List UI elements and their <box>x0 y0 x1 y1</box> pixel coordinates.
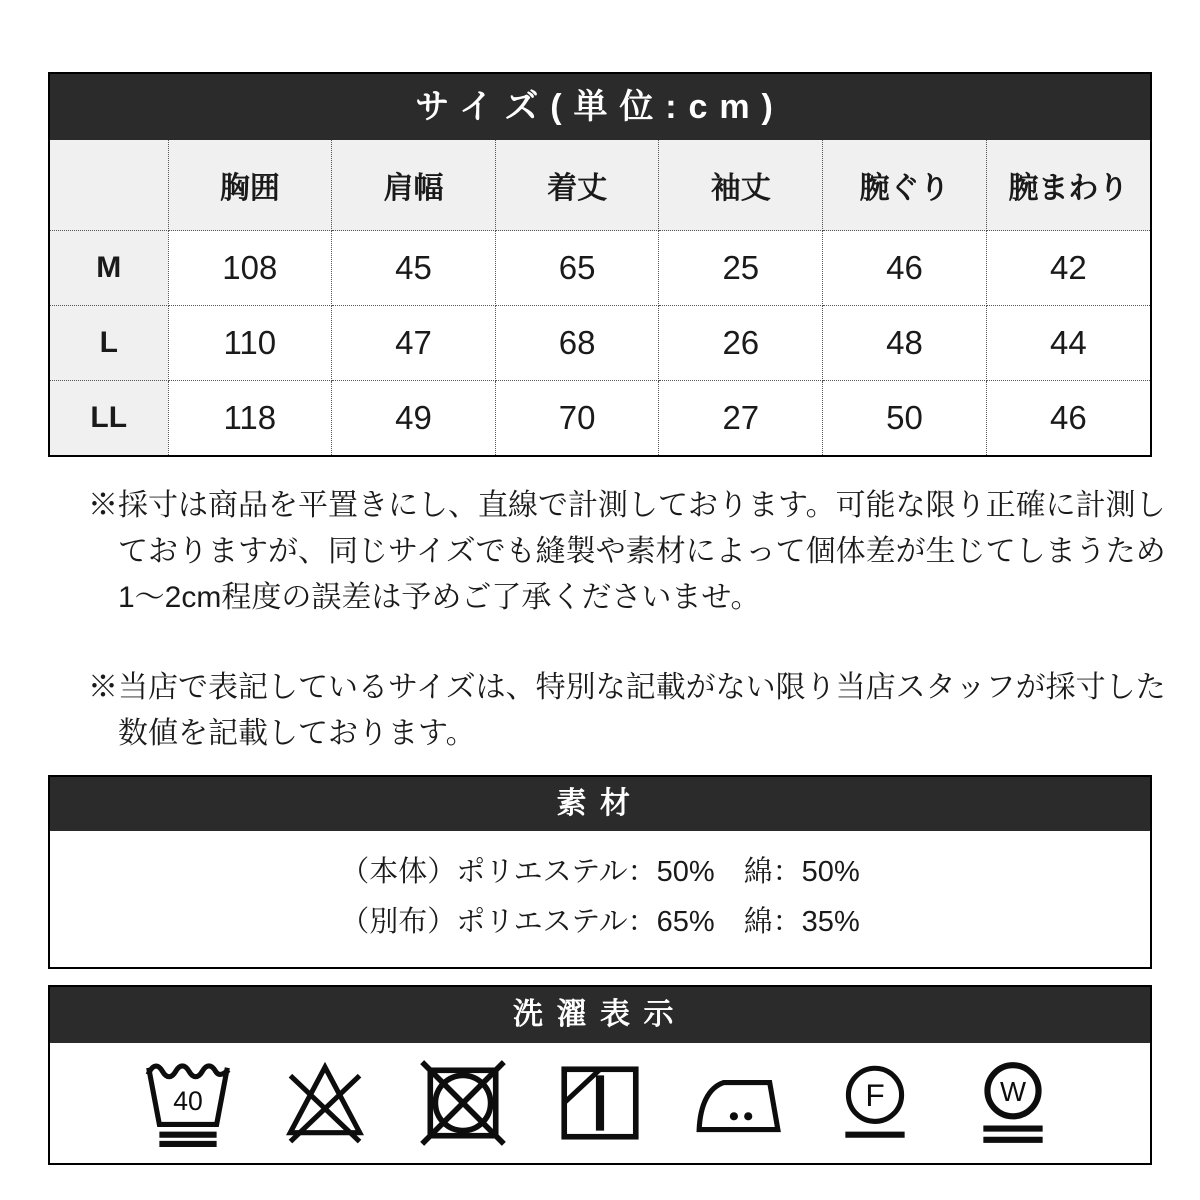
size-row-ll <box>50 381 1150 456</box>
do-not-bleach-icon <box>279 1057 371 1149</box>
laundry-care-title: 洗濯表示 <box>50 987 1150 1043</box>
size-table-header-row <box>50 140 1150 231</box>
svg-text:F: F <box>865 1077 885 1114</box>
svg-text:W: W <box>999 1075 1026 1107</box>
table-cell: 45 <box>332 231 496 306</box>
material-main-fabric: （本体）ポリエステル：50% 綿：50% <box>340 856 860 888</box>
column-header-armhole: 腕ぐり <box>823 140 987 231</box>
note-staff-measured <box>50 665 1166 757</box>
size-label-ll: LL <box>50 381 168 456</box>
wash-40-very-gentle-icon <box>142 1057 234 1149</box>
size-chart-title: サイズ(単位:cm) <box>50 74 1150 140</box>
size-table-corner-cell <box>50 140 168 231</box>
note-text: 数値を記載しております。 <box>118 717 476 750</box>
size-chart-section <box>48 72 1152 457</box>
table-cell: 108 <box>168 231 332 306</box>
material-section <box>48 775 1152 969</box>
material-title: 素材 <box>50 777 1150 831</box>
size-row-l <box>50 306 1150 381</box>
note-measurement-accuracy <box>50 483 1166 621</box>
table-cell: 70 <box>495 381 659 456</box>
size-table <box>50 140 1150 455</box>
table-cell: 50 <box>823 381 987 456</box>
note-text: ※当店で表記しているサイズは、特別な記載がない限り当店スタッフが採寸した <box>88 671 1166 704</box>
size-label-m: M <box>50 231 168 306</box>
table-cell: 46 <box>823 231 987 306</box>
table-cell: 49 <box>332 381 496 456</box>
hang-dry-in-shade-icon <box>554 1057 646 1149</box>
table-cell: 25 <box>659 231 823 306</box>
table-cell: 68 <box>495 306 659 381</box>
material-contrast-fabric: （別布）ポリエステル：65% 綿：35% <box>340 906 860 938</box>
table-cell: 118 <box>168 381 332 456</box>
column-header-sleeve: 袖丈 <box>659 140 823 231</box>
laundry-care-section <box>48 985 1152 1165</box>
table-cell: 44 <box>986 306 1150 381</box>
size-label-l: L <box>50 306 168 381</box>
column-header-chest: 胸囲 <box>168 140 332 231</box>
note-text: ※採寸は商品を平置きにし、直線で計測しております。可能な限り正確に計測し <box>88 489 1166 522</box>
dry-clean-petroleum-gentle-icon <box>829 1057 921 1149</box>
material-body <box>50 831 1150 967</box>
svg-text:40: 40 <box>172 1086 203 1117</box>
column-header-arm-width: 腕まわり <box>986 140 1150 231</box>
table-cell: 42 <box>986 231 1150 306</box>
wet-clean-very-gentle-icon <box>967 1057 1059 1149</box>
table-cell: 46 <box>986 381 1150 456</box>
column-header-length: 着丈 <box>495 140 659 231</box>
do-not-tumble-dry-icon <box>417 1057 509 1149</box>
measurement-notes <box>48 483 1166 757</box>
column-header-shoulder: 肩幅 <box>332 140 496 231</box>
note-text: 1〜2cm程度の誤差は予めご了承くださいませ。 <box>118 581 761 614</box>
laundry-care-symbols <box>50 1043 1150 1163</box>
table-cell: 65 <box>495 231 659 306</box>
table-cell: 48 <box>823 306 987 381</box>
table-cell: 27 <box>659 381 823 456</box>
table-cell: 26 <box>659 306 823 381</box>
note-text: ておりますが、同じサイズでも縫製や素材によって個体差が生じてしまうため <box>118 535 1166 568</box>
table-cell: 110 <box>168 306 332 381</box>
iron-medium-icon <box>692 1057 784 1149</box>
size-row-m <box>50 231 1150 306</box>
table-cell: 47 <box>332 306 496 381</box>
